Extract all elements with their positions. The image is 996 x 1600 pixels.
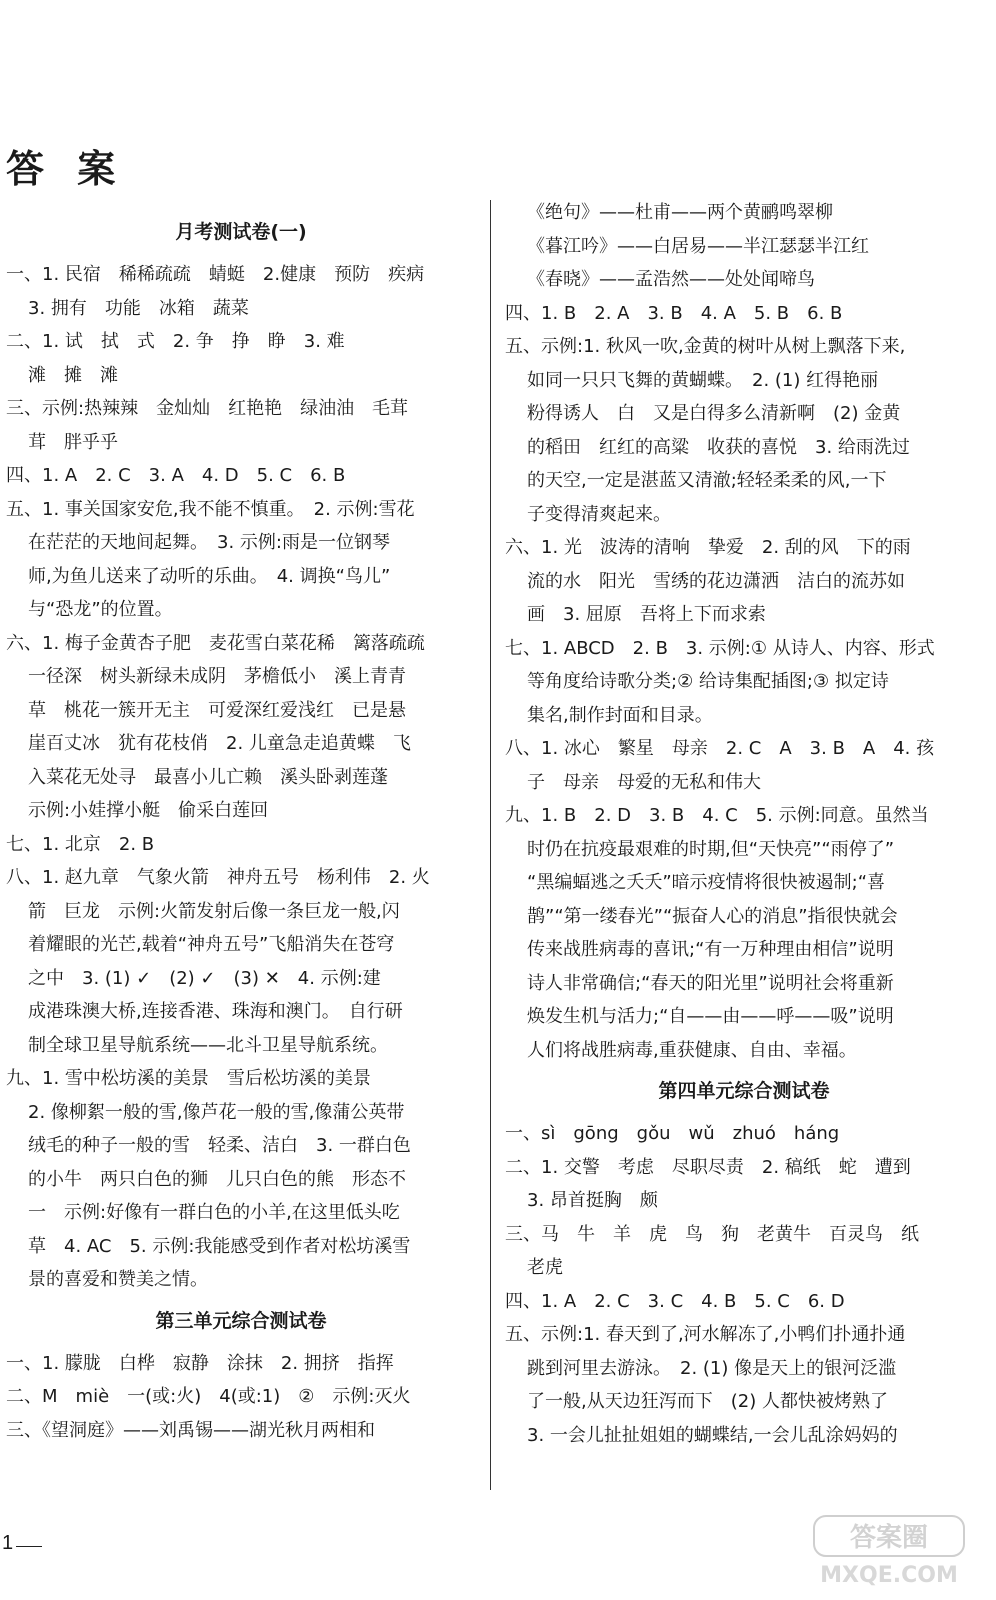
answer-line: 九、1. 雪中松坊溪的美景 雪后松坊溪的美景 xyxy=(6,1068,371,1089)
answer-line: 子 母亲 母爱的无私和伟大 xyxy=(527,771,761,793)
answer-line: 2. 像柳絮一般的雪,像芦花一般的雪,像蒲公英带 xyxy=(28,1101,405,1123)
answer-line: 七、1. 北京 2. B xyxy=(6,833,155,855)
answer-line: 与“恐龙”的位置。 xyxy=(28,599,173,620)
answer-line: 的稻田 红红的高粱 收获的喜悦 3. 给雨洗过 xyxy=(527,436,910,458)
answer-line: 3. 一会儿扯扯姐姐的蝴蝶结,一会儿乱涂妈妈的 xyxy=(527,1424,898,1446)
answer-line: 一 示例:好像有一群白色的小羊,在这里低头吃 xyxy=(28,1202,400,1223)
answer-line: 四、1. B 2. A 3. B 4. A 5. B 6. B xyxy=(505,302,843,324)
answer-line: 焕发生机与活力;“自——由——呼——吸”说明 xyxy=(527,1006,894,1027)
column-divider xyxy=(490,200,491,1490)
answer-line: 粉得诱人 白 又是白得多么清新啊 (2) 金黄 xyxy=(527,403,901,424)
answer-line: 八、1. 冰心 繁星 母亲 2. C A 3. B A 4. 孩 xyxy=(505,738,935,759)
answer-line: 师,为鱼儿送来了动听的乐曲。 4. 调换“鸟儿” xyxy=(28,565,391,587)
answer-line: 四、1. A 2. C 3. C 4. B 5. C 6. D xyxy=(505,1290,845,1312)
section-title: 月考测试卷(一) xyxy=(175,221,307,243)
answer-line: 的小牛 两只白色的狮 儿只白色的熊 形态不 xyxy=(28,1168,406,1190)
answer-line: “黑编蝠逃之夭夭”暗示疫情将很快被遏制;“喜 xyxy=(527,872,886,893)
answer-line: 3. 昂首挺胸 颇 xyxy=(527,1190,658,1211)
answer-line: 五、示例:1. 春天到了,河水解冻了,小鸭们扑通扑通 xyxy=(505,1324,906,1345)
answer-line: 六、1. 梅子金黄杏子肥 麦花雪白菜花稀 篱落疏疏 xyxy=(6,632,425,654)
column-left xyxy=(6,208,476,1447)
answer-line: 时仍在抗疫最艰难的时期,但“天快亮”“雨停了” xyxy=(527,838,895,860)
answer-line: 老虎 xyxy=(527,1257,563,1278)
section-title: 第三单元综合测试卷 xyxy=(155,1309,327,1332)
answer-line: 传来战胜病毒的喜讯;“有一万种理由相信”说明 xyxy=(527,939,894,960)
answer-line: 八、1. 赵九章 气象火箭 神舟五号 杨利伟 2. 火 xyxy=(6,867,430,888)
watermark-logo xyxy=(810,1510,970,1590)
answer-line: 茸 胖乎乎 xyxy=(28,431,118,453)
answer-line: 二、1. 交警 考虑 尽职尽责 2. 稿纸 蛇 遭到 xyxy=(505,1156,911,1178)
section-title: 第四单元综合测试卷 xyxy=(658,1080,830,1102)
answer-line: 示例:小娃撑小艇 偷采白莲回 xyxy=(28,800,269,821)
answer-line: 画 3. 屈原 吾将上下而求索 xyxy=(527,604,766,625)
answer-line: 着耀眼的光芒,载着“神舟五号”飞船消失在苍穹 xyxy=(28,934,395,955)
answer-line: 《春晓》——孟浩然——处处闻啼鸟 xyxy=(527,269,815,290)
answer-line: 入菜花无处寻 最喜小儿亡赖 溪头卧剥莲蓬 xyxy=(28,766,388,788)
answer-line: 七、1. ABCD 2. B 3. 示例:① 从诗人、内容、形式 xyxy=(505,637,935,659)
page-number-rule xyxy=(16,1546,42,1547)
answer-line: 成港珠澳大桥,连接香港、珠海和澳门。 自行研 xyxy=(28,1001,403,1022)
answer-line: 在茫茫的天地间起舞。 3. 示例:雨是一位钢琴 xyxy=(28,532,390,553)
answer-line: 五、示例:1. 秋风一吹,金黄的树叶从树上飘落下来, xyxy=(505,336,906,357)
answer-line: 二、M miè 一(或:火) 4(或:1) ② 示例:灭火 xyxy=(6,1386,411,1407)
page-title: 答 案 xyxy=(6,147,126,191)
answer-line: 三、示例:热辣辣 金灿灿 红艳艳 绿油油 毛茸 xyxy=(6,398,409,419)
answer-line: 崖百丈冰 犹有花枝俏 2. 儿童急走追黄蝶 飞 xyxy=(28,733,411,754)
column-right xyxy=(505,196,983,1452)
answer-line: 3. 拥有 功能 冰箱 蔬菜 xyxy=(28,297,249,319)
answer-line: 诗人非常确信;“春天的阳光里”说明社会将重新 xyxy=(527,972,894,994)
answer-line: 绒毛的种子一般的雪 轻柔、洁白 3. 一群白色 xyxy=(28,1135,411,1156)
answer-line: 制全球卫星导航系统——北斗卫星导航系统。 xyxy=(28,1034,388,1056)
answer-line: 跳到河里去游泳。 2. (1) 像是天上的银河泛滥 xyxy=(527,1357,897,1379)
answer-line: 流的水 阳光 雪绣的花边潇洒 洁白的流苏如 xyxy=(527,570,905,592)
answer-line: 草 4. AC 5. 示例:我能感受到作者对松坊溪雪 xyxy=(28,1235,411,1257)
answer-line: 九、1. B 2. D 3. B 4. C 5. 示例:同意。虽然当 xyxy=(505,805,929,826)
answer-line: 一、1. 朦胧 白桦 寂静 涂抹 2. 拥挤 指挥 xyxy=(6,1352,394,1374)
answer-line: 箭 巨龙 示例:火箭发射后像一条巨龙一般,闪 xyxy=(28,900,400,922)
answer-line: 一、1. 民宿 稀稀疏疏 蜻蜓 2.健康 预防 疾病 xyxy=(6,264,425,285)
answer-line: 人们将战胜病毒,重获健康、自由、幸福。 xyxy=(527,1039,857,1061)
answer-line: 一、sì gōng gǒu wǔ zhuó háng xyxy=(505,1123,840,1144)
answer-line: 滩 摊 滩 xyxy=(28,364,118,386)
answer-line: 《暮江吟》——白居易——半江瑟瑟半江红 xyxy=(527,235,869,257)
answer-line: 《绝句》——杜甫——两个黄鹂鸣翠柳 xyxy=(527,202,833,223)
answer-line: 鹊”“第一缕春光”“振奋人心的消息”指很快就会 xyxy=(527,905,898,927)
answer-line: 一径深 树头新绿未成阴 茅檐低小 溪上青青 xyxy=(28,666,406,687)
answer-line: 子变得清爽起来。 xyxy=(527,503,671,525)
answer-line: 草 桃花一簇开无主 可爱深红爱浅红 已是悬 xyxy=(28,699,406,721)
answer-line: 如同一只只飞舞的黄蝴蝶。 2. (1) 红得艳丽 xyxy=(527,369,879,391)
answer-line: 四、1. A 2. C 3. A 4. D 5. C 6. B xyxy=(6,465,346,486)
page-number: 1 xyxy=(2,1532,14,1554)
answer-line: 二、1. 试 拭 式 2. 争 挣 睁 3. 难 xyxy=(6,331,345,352)
answer-line: 景的喜爱和赞美之情。 xyxy=(28,1269,208,1290)
watermark-url: MXQE.COM xyxy=(820,1563,958,1588)
answer-line: 三、《望洞庭》——刘禹锡——湖光秋月两相和 xyxy=(6,1419,375,1441)
answer-line: 等角度给诗歌分类;② 给诗集配插图;③ 拟定诗 xyxy=(527,671,889,692)
answer-line: 之中 3. (1) ✓ (2) ✓ (3) ✕ 4. 示例:建 xyxy=(28,967,381,989)
answer-line: 的天空,一定是湛蓝又清澈;轻轻柔柔的风,一下 xyxy=(527,470,887,491)
answer-line: 六、1. 光 波涛的清响 挚爱 2. 刮的风 下的雨 xyxy=(505,537,911,558)
answer-line: 三、马 牛 羊 虎 鸟 狗 老黄牛 百灵鸟 纸 xyxy=(505,1223,919,1245)
answer-line: 集名,制作封面和目录。 xyxy=(527,704,713,726)
answer-line: 五、1. 事关国家安危,我不能不慎重。 2. 示例:雪花 xyxy=(6,498,415,520)
watermark-text: 答案圈 xyxy=(849,1523,929,1553)
answer-line: 了一般,从天边狂泻而下 (2) 人都快被烤熟了 xyxy=(527,1391,888,1412)
